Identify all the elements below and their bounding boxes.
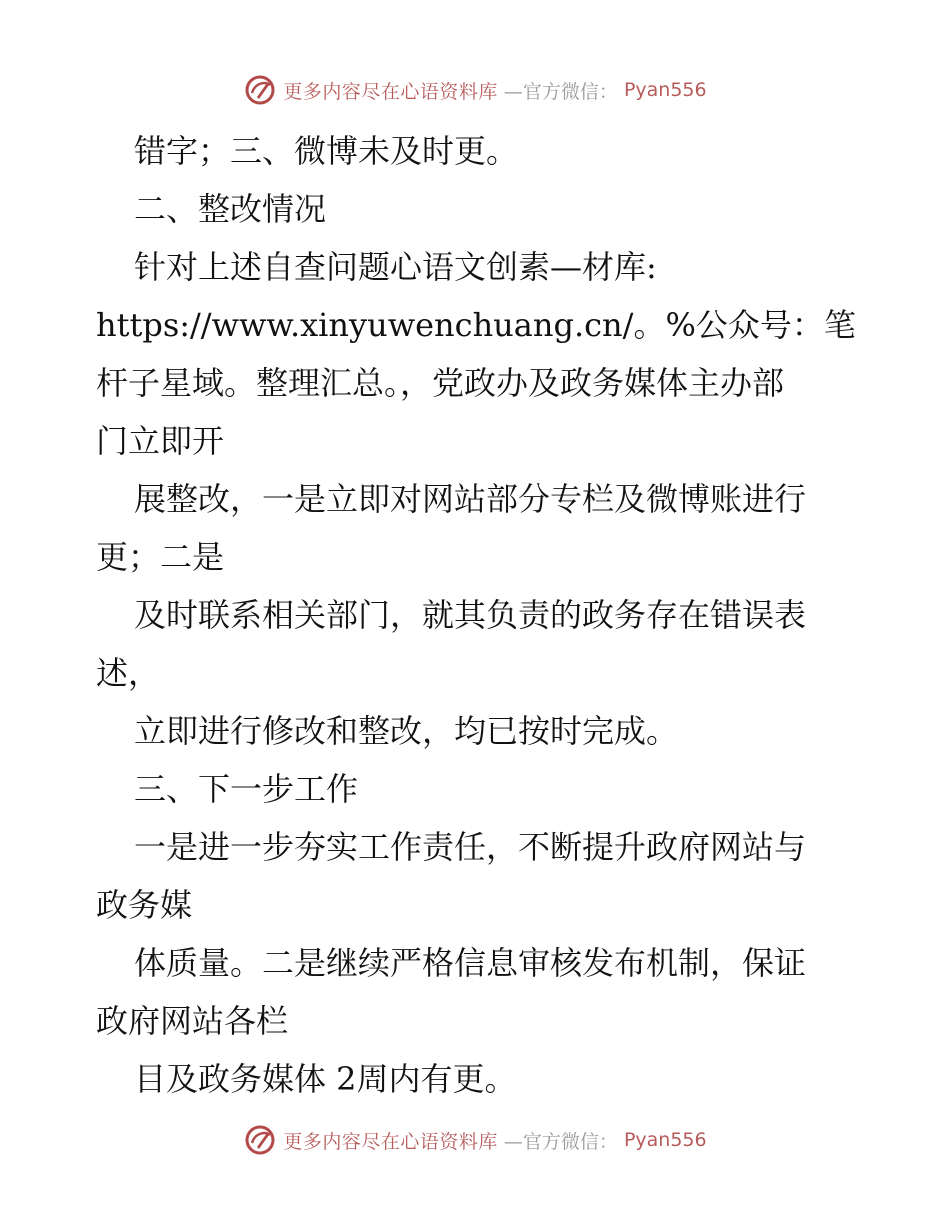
text-line: 展整改，一是立即对网站部分专栏及微博账进行: [134, 480, 807, 518]
text-line: 立即进行修改和整改，均已按时完成。: [134, 712, 679, 750]
brand-logo-icon: [243, 73, 277, 107]
footer-banner-text: 更多内容尽在心语资料库: [283, 1130, 498, 1153]
text-line: https://www.xinyuwenchuang.cn/。%公众号：笔: [96, 306, 856, 344]
footer-banner-wechat-id: Pyan556: [623, 1129, 707, 1151]
text-line: 目及政务媒体 2周内有更。: [134, 1060, 517, 1098]
footer-banner-wechat-label: —官方微信：: [503, 1130, 618, 1153]
section-heading: 三、下一步工作: [134, 770, 359, 808]
text-line: 一是进一步夯实工作责任，不断提升政府网站与: [134, 828, 807, 866]
text-line: 杆子星域。整理汇总。，党政办及政务媒体主办部: [96, 364, 785, 402]
footer-banner: [0, 1120, 950, 1160]
document-body: [96, 122, 866, 1108]
brand-logo-icon: [243, 1123, 277, 1157]
text-line: 针对上述自查问题心语文创素—材库:: [134, 248, 657, 286]
header-banner-wechat-label: —官方微信：: [503, 80, 618, 103]
text-line: 述，: [96, 654, 161, 692]
text-line: 政务媒: [96, 886, 193, 924]
text-line: 更；二是: [96, 538, 225, 576]
text-line: 及时联系相关部门，就其负责的政务存在错误表: [134, 596, 807, 634]
text-line: 政府网站各栏: [96, 1002, 289, 1040]
header-banner-wechat-id: Pyan556: [623, 79, 707, 101]
header-banner-text: 更多内容尽在心语资料库: [283, 80, 498, 103]
text-line: 体质量。二是继续严格信息审核发布机制，保证: [134, 944, 807, 982]
section-heading: 二、整改情况: [134, 190, 327, 228]
header-banner: [0, 70, 950, 110]
text-line: 门立即开: [96, 422, 225, 460]
text-line: 错字；三、微博未及时更。: [134, 132, 519, 170]
